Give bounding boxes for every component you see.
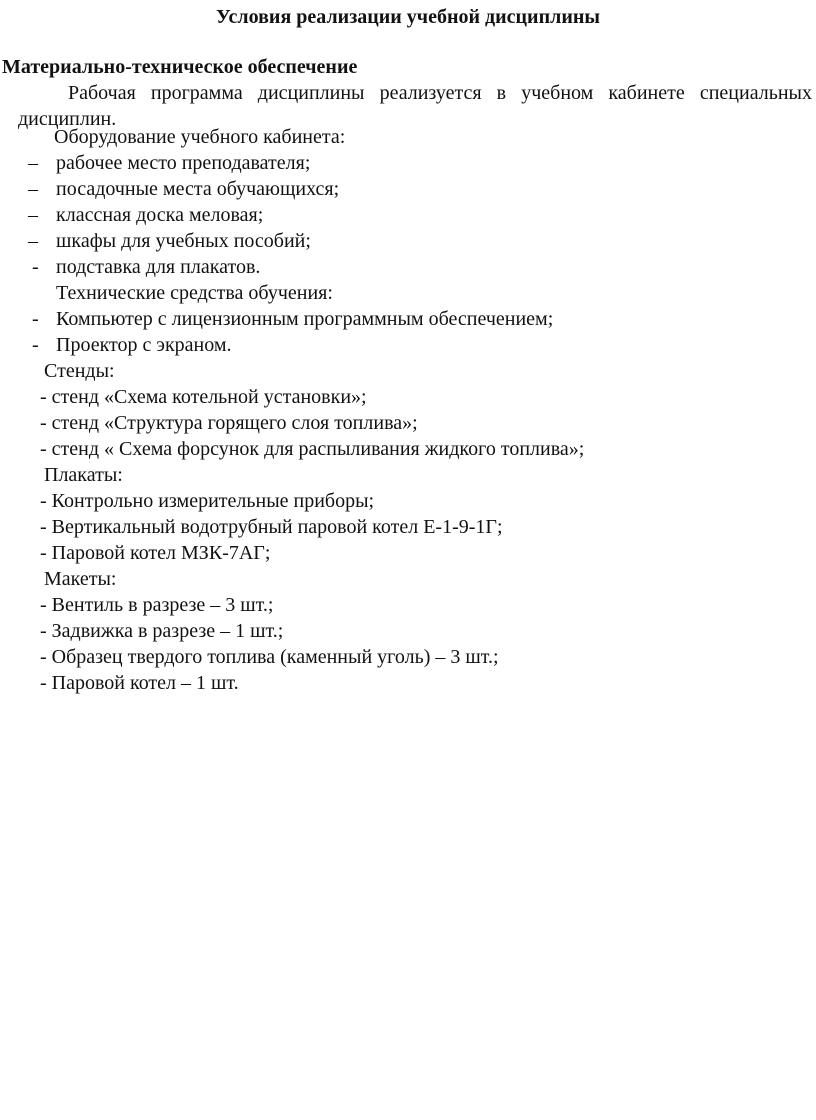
models-heading: Макеты: (44, 568, 117, 590)
document-title: Условия реализации учебной дисциплины (216, 6, 600, 28)
stands-heading: Стенды: (44, 360, 115, 382)
intro-paragraph: Рабочая программа дисциплины реализуется в учебном кабинете специальных дисциплин. (18, 82, 812, 130)
equipment-item: шкафы для учебных пособий; (56, 230, 311, 252)
equipment-item: рабочее место преподавателя; (56, 152, 311, 174)
equipment-item: подставка для плакатов. (56, 256, 261, 278)
list-marker: – (28, 152, 38, 174)
list-marker: - (32, 308, 39, 330)
technical-item: Проектор с экраном. (56, 334, 232, 356)
posters-heading: Плакаты: (44, 464, 123, 486)
technical-heading: Технические средства обучения: (56, 282, 333, 304)
models-item: - Задвижка в разрезе – 1 шт.; (40, 620, 284, 642)
stands-item: - стенд «Структура горящего слоя топлива»; (40, 412, 418, 434)
stands-item: - стенд « Схема форсунок для распыливания жидкого топлива»; (40, 438, 585, 460)
models-item: - Образец твердого топлива (каменный уголь) – 3 шт.; (40, 646, 499, 668)
equipment-heading: Оборудование учебного кабинета: (54, 126, 346, 148)
stands-item: - стенд «Схема котельной установки»; (40, 386, 367, 408)
models-item: - Паровой котел – 1 шт. (40, 672, 239, 694)
models-item: - Вентиль в разрезе – 3 шт.; (40, 594, 274, 616)
list-marker: – (28, 178, 38, 200)
list-marker: - (32, 334, 39, 356)
posters-item: - Контрольно измерительные приборы; (40, 490, 375, 512)
section-heading: Материально-техническое обеспечение (2, 56, 358, 78)
technical-item: Компьютер с лицензионным программным обеспечением; (56, 308, 554, 330)
equipment-item: классная доска меловая; (56, 204, 264, 226)
list-marker: – (28, 230, 38, 252)
list-marker: – (28, 204, 38, 226)
list-marker: - (32, 256, 39, 278)
posters-item: - Вертикальный водотрубный паровой котел Е-1-9-1Г; (40, 516, 503, 538)
equipment-item: посадочные места обучающихся; (56, 178, 340, 200)
posters-item: - Паровой котел МЗК-7АГ; (40, 542, 271, 564)
